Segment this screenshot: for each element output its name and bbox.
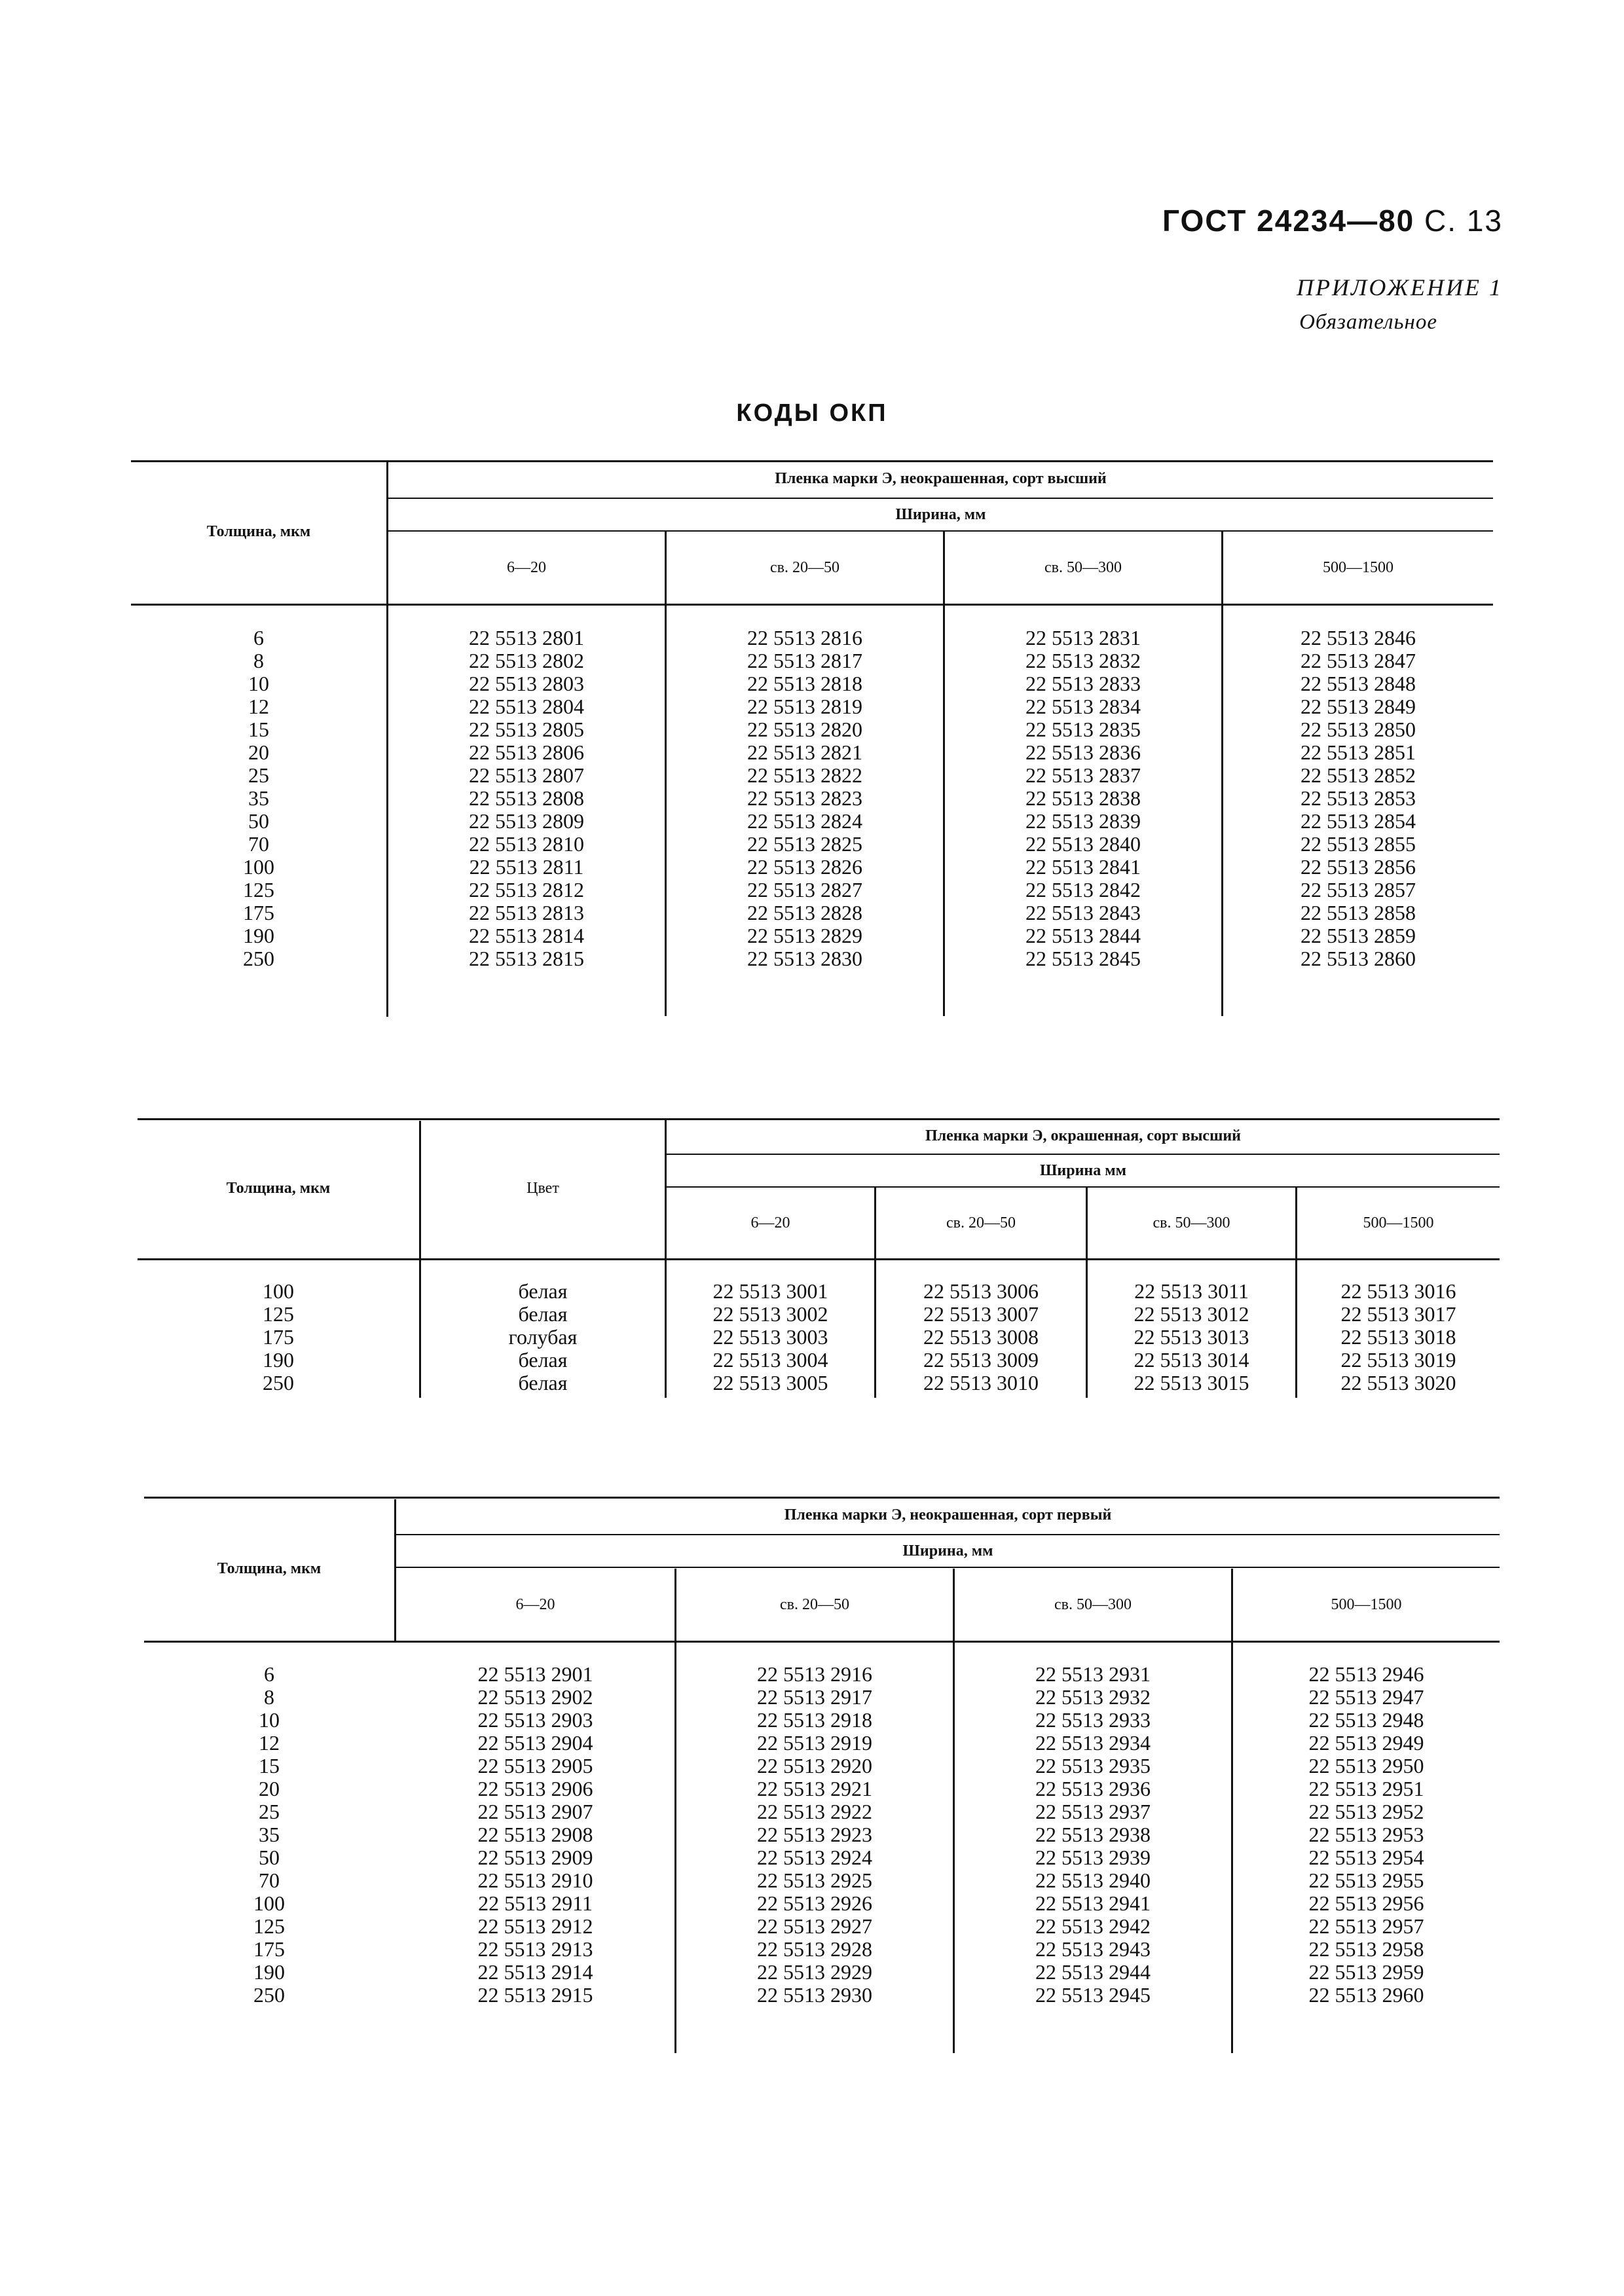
table-cell: 22 5513 2946 — [1308, 1662, 1424, 1686]
table-cell: 22 5513 2806 — [469, 740, 584, 764]
table-cell: 22 5513 2938 — [1035, 1823, 1151, 1846]
table-cell: 22 5513 2817 — [747, 649, 862, 672]
table-cell: 12 — [248, 695, 269, 718]
table-cell: белая — [518, 1371, 568, 1394]
table-cell: 10 — [259, 1708, 280, 1732]
table-cell: 22 5513 2832 — [1025, 649, 1141, 672]
table-cell: 22 5513 2849 — [1301, 695, 1416, 718]
table-cell: 22 5513 2815 — [469, 947, 584, 970]
table-cell: 22 5513 3007 — [923, 1302, 1039, 1326]
thickness-column — [144, 1663, 394, 2007]
appendix-label: ПРИЛОЖЕНИЕ 1 — [1297, 274, 1503, 301]
table-cell: 22 5513 2833 — [1025, 672, 1141, 695]
table-cell: 22 5513 2809 — [469, 809, 584, 833]
table-cell: 22 5513 3020 — [1340, 1371, 1456, 1394]
table-cell: 12 — [259, 1731, 280, 1755]
table-cell: 22 5513 2950 — [1308, 1754, 1424, 1777]
appendix-note: Обязательное — [1299, 310, 1437, 334]
table-cell: 22 5513 2841 — [1025, 855, 1141, 879]
table-cell: 22 5513 2840 — [1025, 832, 1141, 856]
table-cell: 22 5513 3011 — [1134, 1279, 1249, 1303]
table-cell: 22 5513 2829 — [747, 924, 862, 947]
color-header: Цвет — [526, 1179, 559, 1197]
table-cell: 70 — [248, 832, 269, 856]
table-cell: 22 5513 2828 — [747, 901, 862, 924]
table-cell: 22 5513 2827 — [747, 878, 862, 902]
table-cell: 22 5513 2944 — [1035, 1960, 1151, 1984]
code-column — [945, 627, 1221, 970]
thickness-column — [138, 1280, 419, 1394]
table-cell: 22 5513 2915 — [477, 1983, 593, 2007]
thickness-header: Толщина, мкм — [217, 1559, 322, 1577]
table-cell: 22 5513 2842 — [1025, 878, 1141, 902]
table-cell: 22 5513 2836 — [1025, 740, 1141, 764]
width-col-header: св. 20—50 — [946, 1214, 1016, 1231]
width-col-header: 500—1500 — [1363, 1214, 1434, 1231]
table-cell: 22 5513 2942 — [1035, 1914, 1151, 1938]
table-cell: 22 5513 2824 — [747, 809, 862, 833]
code-column — [667, 1280, 874, 1394]
table-cell: 6 — [264, 1662, 274, 1686]
color-column — [421, 1280, 665, 1394]
width-col-header: св. 50—300 — [1044, 558, 1122, 576]
table-cell: 22 5513 2844 — [1025, 924, 1141, 947]
table-cell: 22 5513 2926 — [757, 1891, 872, 1915]
table-cell: 22 5513 2854 — [1301, 809, 1416, 833]
table-cell: 22 5513 2814 — [469, 924, 584, 947]
table-cell: 22 5513 2936 — [1035, 1777, 1151, 1800]
table-cell: 22 5513 2941 — [1035, 1891, 1151, 1915]
table-cell: 22 5513 2810 — [469, 832, 584, 856]
table-cell: 8 — [264, 1685, 274, 1709]
code-column — [676, 1663, 953, 2007]
table-cell: 22 5513 2846 — [1301, 626, 1416, 649]
table-cell: 22 5513 3002 — [712, 1302, 828, 1326]
table-cell: белая — [518, 1348, 568, 1372]
table-cell: 22 5513 2939 — [1035, 1846, 1151, 1869]
table-cell: 35 — [259, 1823, 280, 1846]
table-cell: 250 — [243, 947, 274, 970]
table-cell: 22 5513 2855 — [1301, 832, 1416, 856]
table-cell: 22 5513 2925 — [757, 1868, 872, 1892]
code-column — [396, 1663, 674, 2007]
table-cell: 25 — [248, 763, 269, 787]
table-cell: 22 5513 2923 — [757, 1823, 872, 1846]
thickness-header: Толщина, мкм — [206, 523, 311, 540]
table-cell: 22 5513 3005 — [712, 1371, 828, 1394]
table-cell: 22 5513 2947 — [1308, 1685, 1424, 1709]
table-cell: 22 5513 3010 — [923, 1371, 1039, 1394]
table-cell: 10 — [248, 672, 269, 695]
table-cell: 22 5513 2904 — [477, 1731, 593, 1755]
width-col-header: св. 50—300 — [1153, 1214, 1230, 1231]
table-cell: 22 5513 2812 — [469, 878, 584, 902]
group-header: Пленка марки Э, окрашенная, сорт высший — [925, 1127, 1241, 1144]
table-cell: 22 5513 2931 — [1035, 1662, 1151, 1686]
table-cell: 22 5513 2953 — [1308, 1823, 1424, 1846]
table-cell: 22 5513 3014 — [1134, 1348, 1249, 1372]
table-cell: 22 5513 2960 — [1308, 1983, 1424, 2007]
table-cell: 190 — [253, 1960, 285, 1984]
table-cell: 22 5513 2930 — [757, 1983, 872, 2007]
table-cell: 22 5513 2826 — [747, 855, 862, 879]
table-cell: 22 5513 2945 — [1035, 1983, 1151, 2007]
table-cell: 22 5513 2918 — [757, 1708, 872, 1732]
table-cell: 22 5513 2927 — [757, 1914, 872, 1938]
thickness-header: Толщина, мкм — [226, 1179, 331, 1197]
code-column — [1088, 1280, 1295, 1394]
table-cell: 22 5513 2804 — [469, 695, 584, 718]
table-cell: белая — [518, 1302, 568, 1326]
table-cell: 22 5513 3006 — [923, 1279, 1039, 1303]
table-cell: 22 5513 2920 — [757, 1754, 872, 1777]
table-cell: 15 — [248, 718, 269, 741]
table-cell: 22 5513 3016 — [1340, 1279, 1456, 1303]
thickness-column — [131, 627, 386, 970]
table-cell: 22 5513 2929 — [757, 1960, 872, 1984]
code-column — [1223, 627, 1493, 970]
table-cell: 70 — [259, 1868, 280, 1892]
width-header: Ширина, мм — [902, 1542, 993, 1559]
table-cell: 20 — [248, 740, 269, 764]
table-cell: 22 5513 2808 — [469, 786, 584, 810]
table-cell: 22 5513 2914 — [477, 1960, 593, 1984]
table-cell: 22 5513 2802 — [469, 649, 584, 672]
table-cell: 22 5513 2851 — [1301, 740, 1416, 764]
table-cell: 22 5513 2908 — [477, 1823, 593, 1846]
table-cell: 22 5513 2928 — [757, 1937, 872, 1961]
table-cell: 22 5513 2907 — [477, 1800, 593, 1823]
table-cell: 22 5513 2845 — [1025, 947, 1141, 970]
table-cell: 22 5513 2830 — [747, 947, 862, 970]
table-cell: 190 — [243, 924, 274, 947]
table-cell: 22 5513 3009 — [923, 1348, 1039, 1372]
table-cell: 22 5513 3008 — [923, 1325, 1039, 1349]
standard-header — [1162, 203, 1503, 238]
table-cell: 22 5513 3017 — [1340, 1302, 1456, 1326]
table-cell: 22 5513 2924 — [757, 1846, 872, 1869]
table-cell: 22 5513 2940 — [1035, 1868, 1151, 1892]
table-cell: 22 5513 2905 — [477, 1754, 593, 1777]
table-cell: 22 5513 2835 — [1025, 718, 1141, 741]
table-cell: 250 — [253, 1983, 285, 2007]
code-column — [388, 627, 665, 970]
table-cell: 22 5513 2916 — [757, 1662, 872, 1686]
table-cell: 22 5513 2856 — [1301, 855, 1416, 879]
standard-number: ГОСТ 24234—80 — [1162, 204, 1415, 238]
table-cell: 22 5513 2951 — [1308, 1777, 1424, 1800]
table-cell: 22 5513 2825 — [747, 832, 862, 856]
table-cell: 22 5513 2934 — [1035, 1731, 1151, 1755]
page-title: КОДЫ ОКП — [736, 399, 888, 427]
code-column — [1233, 1663, 1500, 2007]
table-cell: 22 5513 2909 — [477, 1846, 593, 1869]
table-cell: 250 — [263, 1371, 294, 1394]
table-cell: 22 5513 2819 — [747, 695, 862, 718]
table-cell: 22 5513 2838 — [1025, 786, 1141, 810]
code-column — [876, 1280, 1086, 1394]
table-cell: 22 5513 2801 — [469, 626, 584, 649]
table-cell: 22 5513 3004 — [712, 1348, 828, 1372]
group-header: Пленка марки Э, неокрашенная, сорт высший — [775, 470, 1107, 487]
table-cell: 22 5513 2952 — [1308, 1800, 1424, 1823]
table-cell: 8 — [253, 649, 264, 672]
width-header: Ширина мм — [1040, 1161, 1126, 1179]
table-cell: 125 — [243, 878, 274, 902]
width-col-header: 500—1500 — [1331, 1595, 1402, 1613]
width-col-header: св. 20—50 — [770, 558, 840, 576]
table-cell: 22 5513 2853 — [1301, 786, 1416, 810]
table-cell: 22 5513 2933 — [1035, 1708, 1151, 1732]
table-cell: 22 5513 3012 — [1134, 1302, 1249, 1326]
table-cell: 25 — [259, 1800, 280, 1823]
table-cell: 22 5513 2949 — [1308, 1731, 1424, 1755]
table-cell: 22 5513 2956 — [1308, 1891, 1424, 1915]
table-cell: 22 5513 3015 — [1134, 1371, 1249, 1394]
table-cell: 22 5513 2932 — [1035, 1685, 1151, 1709]
table-cell: белая — [518, 1279, 568, 1303]
group-header: Пленка марки Э, неокрашенная, сорт первый — [784, 1506, 1112, 1523]
table-cell: 22 5513 3019 — [1340, 1348, 1456, 1372]
table-cell: 22 5513 2834 — [1025, 695, 1141, 718]
page-number: С. 13 — [1424, 204, 1503, 238]
table-cell: 22 5513 3003 — [712, 1325, 828, 1349]
table-cell: 100 — [263, 1279, 294, 1303]
table-cell: 22 5513 2910 — [477, 1868, 593, 1892]
table-cell: 22 5513 2912 — [477, 1914, 593, 1938]
table-cell: 22 5513 2850 — [1301, 718, 1416, 741]
table-cell: 22 5513 2823 — [747, 786, 862, 810]
table-cell: 22 5513 2937 — [1035, 1800, 1151, 1823]
table-cell: 6 — [253, 626, 264, 649]
table-cell: 20 — [259, 1777, 280, 1800]
table-cell: 22 5513 2831 — [1025, 626, 1141, 649]
width-col-header: 6—20 — [515, 1595, 555, 1613]
table-cell: 22 5513 2903 — [477, 1708, 593, 1732]
table-cell: 22 5513 3013 — [1134, 1325, 1249, 1349]
table-cell: 22 5513 2818 — [747, 672, 862, 695]
table-cell: 125 — [253, 1914, 285, 1938]
table-cell: 22 5513 2948 — [1308, 1708, 1424, 1732]
table-cell: 22 5513 2943 — [1035, 1937, 1151, 1961]
table-cell: 15 — [259, 1754, 280, 1777]
table-cell: 22 5513 2859 — [1301, 924, 1416, 947]
table-cell: 175 — [253, 1937, 285, 1961]
width-header: Ширина, мм — [895, 505, 986, 523]
table-cell: 22 5513 2847 — [1301, 649, 1416, 672]
table-cell: 22 5513 2852 — [1301, 763, 1416, 787]
width-col-header: св. 50—300 — [1054, 1595, 1132, 1613]
table-cell: 22 5513 2807 — [469, 763, 584, 787]
table-cell: 22 5513 2906 — [477, 1777, 593, 1800]
table-cell: 22 5513 2911 — [478, 1891, 593, 1915]
table-cell: 22 5513 2954 — [1308, 1846, 1424, 1869]
table-cell: 125 — [263, 1302, 294, 1326]
table-cell: голубая — [508, 1325, 578, 1349]
table-cell: 22 5513 2822 — [747, 763, 862, 787]
table-cell: 22 5513 2805 — [469, 718, 584, 741]
table-cell: 22 5513 2811 — [469, 855, 584, 879]
width-col-header: 500—1500 — [1323, 558, 1393, 576]
table-cell: 22 5513 2813 — [469, 901, 584, 924]
code-column — [667, 627, 943, 970]
table-cell: 190 — [263, 1348, 294, 1372]
table-cell: 22 5513 2902 — [477, 1685, 593, 1709]
table-cell: 22 5513 2839 — [1025, 809, 1141, 833]
table-cell: 35 — [248, 786, 269, 810]
table-cell: 22 5513 2917 — [757, 1685, 872, 1709]
table-cell: 22 5513 2821 — [747, 740, 862, 764]
table-cell: 22 5513 2935 — [1035, 1754, 1151, 1777]
table-cell: 22 5513 2922 — [757, 1800, 872, 1823]
table-cell: 22 5513 2837 — [1025, 763, 1141, 787]
table-cell: 22 5513 2955 — [1308, 1868, 1424, 1892]
table-cell: 22 5513 2848 — [1301, 672, 1416, 695]
table-cell: 22 5513 2860 — [1301, 947, 1416, 970]
table-cell: 22 5513 2901 — [477, 1662, 593, 1686]
table-cell: 22 5513 2919 — [757, 1731, 872, 1755]
table-cell: 22 5513 2843 — [1025, 901, 1141, 924]
width-col-header: 6—20 — [507, 558, 546, 576]
table-cell: 22 5513 3001 — [712, 1279, 828, 1303]
code-column — [955, 1663, 1231, 2007]
table-cell: 100 — [253, 1891, 285, 1915]
table-cell: 50 — [248, 809, 269, 833]
table-cell: 22 5513 2857 — [1301, 878, 1416, 902]
table-cell: 50 — [259, 1846, 280, 1869]
table-cell: 175 — [263, 1325, 294, 1349]
table-cell: 22 5513 2921 — [757, 1777, 872, 1800]
table-cell: 22 5513 2958 — [1308, 1937, 1424, 1961]
table-cell: 22 5513 2816 — [747, 626, 862, 649]
table-cell: 22 5513 3018 — [1340, 1325, 1456, 1349]
table-cell: 22 5513 2959 — [1308, 1960, 1424, 1984]
table-cell: 22 5513 2858 — [1301, 901, 1416, 924]
table-cell: 22 5513 2957 — [1308, 1914, 1424, 1938]
table-cell: 100 — [243, 855, 274, 879]
width-col-header: 6—20 — [750, 1214, 790, 1231]
code-column — [1297, 1280, 1500, 1394]
table-cell: 175 — [243, 901, 274, 924]
table-cell: 22 5513 2913 — [477, 1937, 593, 1961]
table-cell: 22 5513 2803 — [469, 672, 584, 695]
table-cell: 22 5513 2820 — [747, 718, 862, 741]
width-col-header: св. 20—50 — [780, 1595, 849, 1613]
